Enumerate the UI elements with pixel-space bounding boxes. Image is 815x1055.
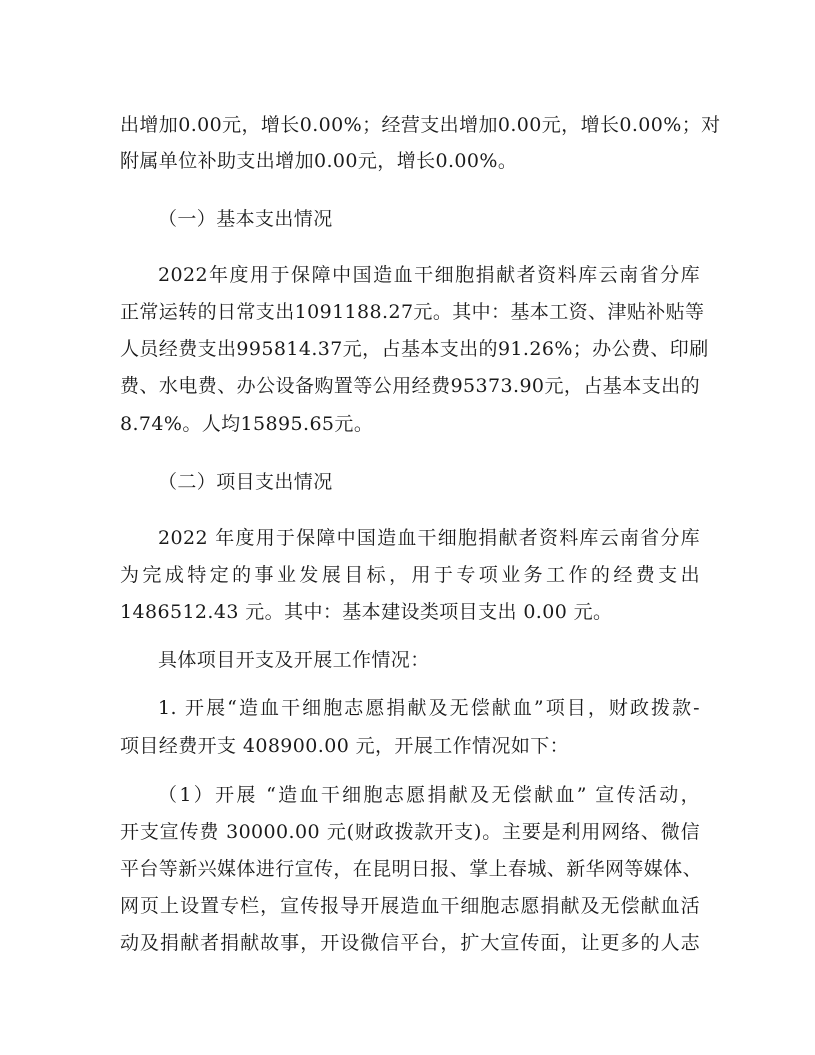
section-heading-basic-expenditure: （一）基本支出情况 (158, 208, 333, 230)
paragraph-line: 平台等新兴媒体进行宣传，在昆明日报、掌上春城、新华网等媒体、 (120, 858, 703, 880)
paragraph-line: 开支宣传费 30000.00 元(财政拨款开支)。主要是利用网络、微信 (120, 821, 700, 843)
paragraph-line: 2022 年度用于保障中国造血干细胞捐献者资料库云南省分库 (158, 527, 700, 549)
paragraph-line: 动及捐献者捐献故事，开设微信平台，扩大宣传面，让更多的人志 (120, 932, 700, 954)
paragraph-line: 人员经费支出995814.37元，占基本支出的91.26%；办公费、印刷 (120, 338, 709, 360)
paragraph-line: 费、水电费、办公设备购置等公用经费95373.90元，占基本支出的 (120, 375, 700, 397)
paragraph-line: 具体项目开支及开展工作情况： (158, 649, 430, 671)
paragraph-line: 正常运转的日常支出1091188.27元。其中：基本工资、津贴补贴等 (120, 301, 705, 323)
section-heading-project-expenditure: （二）项目支出情况 (158, 471, 333, 493)
paragraph-line: （1）开展 “造血干细胞志愿捐献及无偿献血” 宣传活动， (158, 784, 700, 806)
paragraph-line: 出增加0.00元，增长0.00%；经营支出增加0.00元，增长0.00%；对 (120, 114, 721, 136)
paragraph-line: 2022年度用于保障中国造血干细胞捐献者资料库云南省分库 (158, 264, 700, 286)
paragraph-line: 为完成特定的事业发展目标，用于专项业务工作的经费支出 (120, 564, 700, 586)
paragraph-line: 8.74%。人均15895.65元。 (120, 413, 374, 435)
paragraph-line: 1486512.43 元。其中：基本建设类项目支出 0.00 元。 (120, 601, 613, 623)
paragraph-line: 附属单位补助支出增加0.00元，增长0.00%。 (120, 150, 518, 172)
paragraph-line: 项目经费开支 408900.00 元，开展工作情况如下： (120, 735, 570, 757)
paragraph-line: 1. 开展“造血干细胞志愿捐献及无偿献血”项目，财政拨款- (158, 697, 700, 719)
paragraph-line: 网页上设置专栏，宣传报导开展造血干细胞志愿捐献及无偿献血活 (120, 895, 700, 917)
